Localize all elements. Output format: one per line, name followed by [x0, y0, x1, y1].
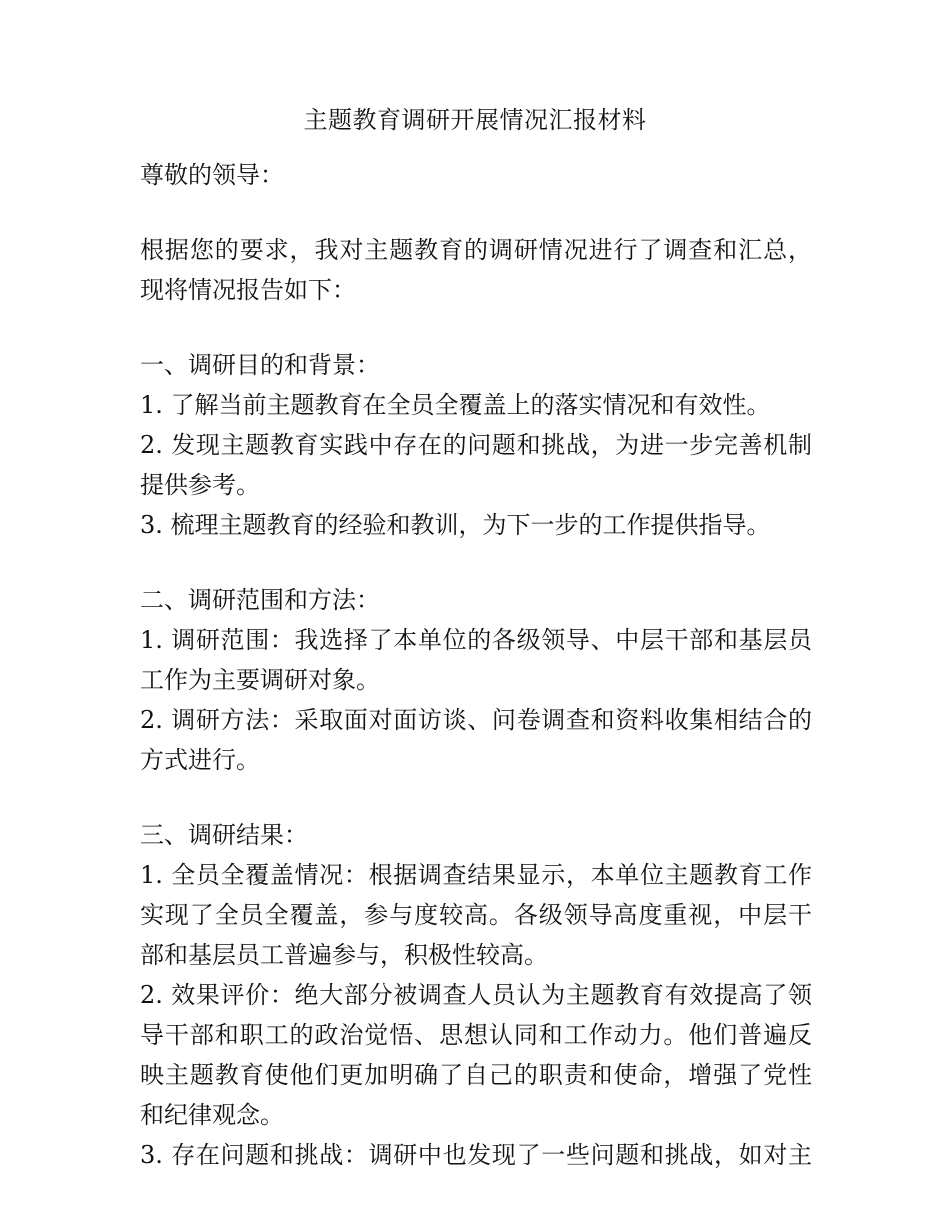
- document-body: [140, 155, 812, 1175]
- section-line: 映主题教育使他们更加明确了自己的职责和使命，增强了党性: [140, 1061, 812, 1089]
- paragraph-gap: [140, 310, 812, 345]
- section-line: 部和基层员工普遍参与，积极性较高。: [140, 941, 548, 969]
- document-title: 主题教育调研开展情况汇报材料: [303, 106, 647, 134]
- section-line: 2. 发现主题教育实践中存在的问题和挑战，为进一步完善机制: [140, 431, 812, 459]
- section-line: 提供参考。: [140, 471, 260, 499]
- section-line: 1. 全员全覆盖情况：根据调查结果显示，本单位主题教育工作: [140, 861, 812, 889]
- section-line: 2. 调研方法：采取面对面访谈、问卷调查和资料收集相结合的: [140, 706, 812, 734]
- paragraph-gap: [140, 545, 812, 580]
- section-line: 1. 调研范围：我选择了本单位的各级领导、中层干部和基层员: [140, 626, 812, 654]
- section-line: 2. 效果评价：绝大部分被调查人员认为主题教育有效提高了领: [140, 981, 812, 1009]
- paragraph-gap: [140, 195, 812, 230]
- section-line: 实现了全员全覆盖，参与度较高。各级领导高度重视，中层干: [140, 901, 812, 929]
- salutation: 尊敬的领导：: [140, 161, 284, 189]
- section-line: 工作为主要调研对象。: [140, 666, 380, 694]
- intro-line: 根据您的要求，我对主题教育的调研情况进行了调查和汇总，: [140, 236, 812, 264]
- section-line: 方式进行。: [140, 746, 260, 774]
- section-line: 导干部和职工的政治觉悟、思想认同和工作动力。他们普遍反: [140, 1021, 812, 1049]
- section-line: 1. 了解当前主题教育在全员全覆盖上的落实情况和有效性。: [140, 391, 771, 419]
- section-heading: 三、调研结果：: [140, 821, 308, 849]
- paragraph-gap: [140, 780, 812, 815]
- section-line: 3. 梳理主题教育的经验和教训，为下一步的工作提供指导。: [140, 511, 771, 539]
- section-line: 和纪律观念。: [140, 1101, 284, 1129]
- section-line: 3. 存在问题和挑战：调研中也发现了一些问题和挑战，如对主: [140, 1141, 812, 1169]
- intro-line: 现将情况报告如下：: [140, 276, 356, 304]
- section-heading: 二、调研范围和方法：: [140, 586, 380, 614]
- section-heading: 一、调研目的和背景：: [140, 351, 380, 379]
